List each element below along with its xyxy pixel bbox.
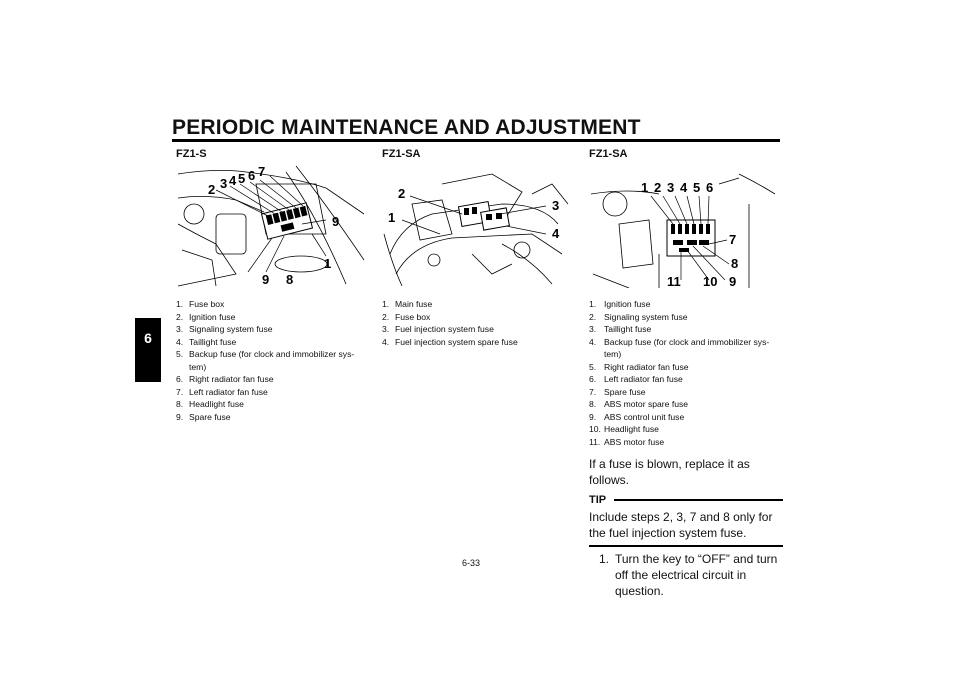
legend-item: 1. Main fuse bbox=[382, 299, 433, 309]
callout-4: 4 bbox=[680, 180, 688, 195]
legend-item: 11. ABS motor fuse bbox=[589, 436, 665, 447]
callout-8: 8 bbox=[286, 272, 294, 287]
callout-7: 7 bbox=[258, 164, 266, 179]
legend-item: 4. Backup fuse (for clock and immobilizer sys-tem) bbox=[589, 336, 770, 359]
callout-2: 2 bbox=[654, 180, 662, 195]
section-heading: FZ1-SA bbox=[382, 148, 421, 160]
legend-item: 1. Ignition fuse bbox=[589, 299, 651, 309]
legend-item: 5. Backup fuse (for clock and immobilizer sys-tem) bbox=[176, 349, 355, 372]
section-heading: FZ1-SA bbox=[589, 148, 628, 160]
legend-item: 7. Spare fuse bbox=[589, 386, 646, 397]
legend-list bbox=[585, 298, 781, 448]
callout-6: 6 bbox=[706, 180, 714, 195]
legend-item: 3. Taillight fuse bbox=[589, 324, 652, 334]
legend-item: 3. Signaling system fuse bbox=[176, 324, 273, 334]
tip-text: Include steps 2, 3, 7 and 8 only for the fuel injection system fuse. bbox=[589, 510, 773, 540]
legend-item: 2. Ignition fuse bbox=[176, 311, 236, 322]
legend-item: 4. Taillight fuse bbox=[176, 336, 237, 347]
callout-9-right: 9 bbox=[332, 214, 340, 229]
callout-4: 4 bbox=[229, 173, 237, 188]
legend-list bbox=[172, 298, 368, 423]
legend-item: 6. Right radiator fan fuse bbox=[176, 374, 274, 384]
step-item bbox=[599, 551, 783, 599]
tip-end-rule bbox=[589, 545, 783, 547]
callout-3: 3 bbox=[667, 180, 675, 195]
legend-item: 10. Headlight fuse bbox=[589, 424, 659, 434]
legend-item: 7. Left radiator fan fuse bbox=[176, 386, 268, 397]
callout-9: 9 bbox=[729, 274, 737, 288]
section-heading: FZ1-S bbox=[176, 148, 207, 160]
title-rule bbox=[172, 139, 780, 142]
legend-item: 2. Signaling system fuse bbox=[589, 311, 688, 322]
callout-2: 2 bbox=[398, 186, 406, 201]
callout-5: 5 bbox=[693, 180, 701, 195]
callout-10: 10 bbox=[703, 274, 718, 288]
legend-item: 4. Fuel injection system spare fuse bbox=[382, 336, 518, 347]
callout-5: 5 bbox=[238, 171, 246, 186]
callout-3: 3 bbox=[220, 176, 228, 191]
callout-2: 2 bbox=[208, 182, 216, 197]
legend-item: 2. Fuse box bbox=[382, 311, 431, 322]
tip-rule bbox=[614, 499, 783, 501]
legend-item: 1. Fuse box bbox=[176, 299, 225, 309]
page-title: PERIODIC MAINTENANCE AND ADJUSTMENT bbox=[172, 116, 641, 139]
legend-item: 3. Fuel injection system fuse bbox=[382, 324, 494, 334]
legend-item: 9. ABS control unit fuse bbox=[589, 411, 685, 422]
legend-item: 9. Spare fuse bbox=[176, 411, 231, 422]
fuse-box-illustration bbox=[176, 164, 366, 288]
legend-item: 5. Right radiator fan fuse bbox=[589, 361, 689, 372]
callout-9-bottom: 9 bbox=[262, 272, 270, 287]
legend-item: 6. Left radiator fan fuse bbox=[589, 374, 683, 384]
tip-header bbox=[589, 494, 783, 506]
main-fuse-illustration bbox=[382, 164, 572, 288]
callout-6: 6 bbox=[248, 168, 256, 183]
step-number: 1. bbox=[599, 551, 610, 566]
tip-label: TIP bbox=[589, 494, 607, 506]
chapter-tab: 6 bbox=[135, 318, 161, 382]
step-text: Turn the key to “OFF” and turn off the electrical circuit in question. bbox=[615, 551, 778, 598]
callout-8: 8 bbox=[731, 256, 739, 271]
callout-1: 1 bbox=[641, 180, 649, 195]
callout-1: 1 bbox=[324, 256, 332, 271]
callout-1: 1 bbox=[388, 210, 396, 225]
column-fz1-sa-fuse-box bbox=[585, 148, 781, 599]
callout-4: 4 bbox=[552, 226, 560, 241]
callout-3: 3 bbox=[552, 198, 560, 213]
column-fz1-s bbox=[172, 148, 368, 423]
callout-11: 11 bbox=[667, 274, 681, 288]
legend-item: 8. Headlight fuse bbox=[176, 399, 244, 409]
callout-7: 7 bbox=[729, 232, 737, 247]
tip-box bbox=[589, 494, 783, 547]
instruction-text: If a fuse is blown, replace it as follows. bbox=[589, 457, 750, 487]
page-number: 6-33 bbox=[462, 558, 481, 568]
column-fz1-sa-main bbox=[378, 148, 574, 348]
abs-fuse-box-illustration bbox=[589, 164, 779, 288]
legend-list bbox=[378, 298, 574, 348]
legend-item: 8. ABS motor spare fuse bbox=[589, 399, 689, 409]
